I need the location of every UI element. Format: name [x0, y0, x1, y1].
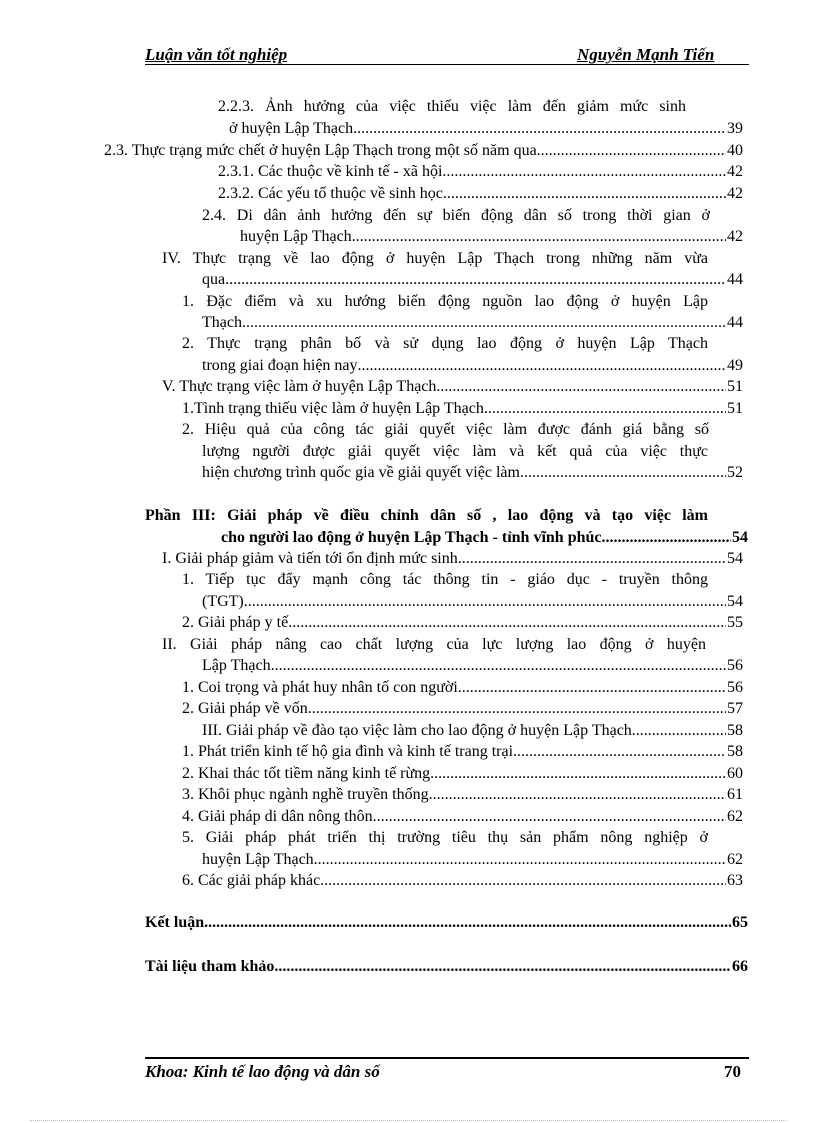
- toc-entry-v-1: [182, 398, 743, 419]
- toc-text: huyện Lập Thạch: [202, 851, 314, 868]
- toc-page: 65: [732, 914, 748, 931]
- toc-page: 54: [727, 550, 743, 567]
- toc-text: Thạch: [202, 314, 242, 331]
- toc-entry-part-iii: Phần III: Giải pháp về điều chỉnh dân số , lao động và tạo việc làm: [145, 507, 708, 524]
- toc-leader: [274, 956, 731, 977]
- toc-entry-v: [162, 376, 743, 397]
- toc-entry-references: [145, 956, 748, 977]
- header-thesis-title: Luận văn tốt nghiệp: [145, 45, 288, 64]
- toc-leader: [314, 849, 726, 870]
- toc-page: 62: [727, 851, 743, 868]
- toc-leader: [352, 226, 726, 247]
- toc-text: 2.3. Thực trạng mức chết ở huyện Lập Thạch trong một số năm qua: [104, 142, 537, 159]
- toc-entry-iii-iii-3: [182, 784, 743, 805]
- toc-text: V. Thực trạng việc làm ở huyện Lập Thạch: [162, 378, 437, 395]
- toc-entry-iii-ii: II. Giải pháp nâng cao chất lượng của lực lượng lao động ở huyện: [162, 636, 706, 653]
- toc-text: III. Giải pháp về đào tạo việc làm cho lao động ở huyện Lập Thạch: [202, 722, 632, 739]
- toc-page: 56: [727, 679, 743, 696]
- toc-entry-iii-i-1: 1. Tiếp tục đẩy mạnh công tác thông tin - giáo dục - truyền thông: [182, 571, 708, 588]
- toc-entry-2-3-2: [218, 183, 743, 204]
- toc-leader: [632, 720, 726, 741]
- toc-entry-v-2-cont1: lượng người được giải quyết việc làm và kết quả của việc thực: [202, 443, 708, 460]
- toc-leader: [229, 269, 726, 290]
- toc-page: 66: [732, 958, 748, 975]
- toc-entry-iv-cont: [202, 269, 743, 290]
- toc-text: 2.3.1. Các thuộc về kinh tế - xã hội: [218, 163, 443, 180]
- toc-page: 55: [727, 614, 743, 631]
- toc-leader: [517, 741, 726, 762]
- toc-entry-iii-i: [162, 548, 743, 569]
- toc-page: 62: [727, 808, 743, 825]
- toc-page: 54: [732, 529, 748, 546]
- toc-leader: [312, 698, 726, 719]
- toc-leader: [358, 355, 726, 376]
- toc-page: 44: [727, 271, 743, 288]
- toc-text: 1. Coi trọng và phát huy nhân tố con người: [182, 679, 458, 696]
- toc-text: 2.3.2. Các yếu tố thuộc về sinh học: [218, 185, 443, 202]
- toc-page: 57: [727, 700, 743, 717]
- toc-leader: [244, 591, 726, 612]
- toc-text: ở huyện Lập Thạch: [229, 120, 354, 137]
- toc-entry-iii-iii-2: [182, 763, 743, 784]
- toc-entry-iii-iii-5-cont: [202, 849, 743, 870]
- toc-page: 63: [727, 872, 743, 889]
- toc-page: 58: [727, 722, 743, 739]
- toc-text: Lập Thạch: [202, 657, 271, 674]
- toc-entry-iii-ii-2: [182, 698, 743, 719]
- toc-page: 51: [727, 378, 743, 395]
- toc-text: Kết luận: [145, 914, 205, 931]
- toc-text: cho người lao động ở huyện Lập Thạch - tỉnh vĩnh phúc: [221, 529, 602, 546]
- toc-text: I. Giải pháp giảm và tiến tới ổn định mức sinh: [162, 550, 458, 567]
- toc-page: 49: [727, 357, 743, 374]
- toc-leader: [353, 118, 726, 139]
- toc-text: (TGT): [202, 593, 244, 610]
- toc-page: 40: [727, 142, 743, 159]
- toc-leader: [443, 183, 726, 204]
- toc-leader: [324, 870, 726, 891]
- toc-text: huyện Lập Thạch: [240, 228, 352, 245]
- toc-leader: [204, 912, 731, 933]
- toc-leader: [242, 312, 726, 333]
- toc-entry-iv-2: 2. Thực trạng phân bố và sử dụng lao động ở huyện Lập Thạch: [182, 335, 708, 352]
- toc-entry-iv-1: 1. Đặc điểm và xu hướng biến động nguồn lao động ở huyện Lập: [182, 293, 708, 310]
- toc-page: 42: [727, 228, 743, 245]
- header-rule: [145, 64, 749, 65]
- footer-rule: [145, 1057, 749, 1059]
- toc-leader: [442, 161, 726, 182]
- toc-leader: [458, 677, 726, 698]
- toc-entry-iii-ii-1: [182, 677, 743, 698]
- toc-text: 3. Khôi phục ngành nghề truyền thống.: [182, 786, 433, 803]
- toc-leader: [537, 140, 726, 161]
- toc-text: 1. Phát triển kinh tế hộ gia đình và kinh tế trang trại.: [182, 743, 518, 760]
- toc-entry-iii-iii-4: [182, 806, 743, 827]
- toc-text: trong giai đoạn hiện nay: [202, 357, 358, 374]
- toc-page: 56: [727, 657, 743, 674]
- toc-page: 58: [727, 743, 743, 760]
- toc-page: 54: [727, 593, 743, 610]
- toc-entry-2-4: 2.4. Di dân ảnh hưởng đến sự biến động dân số trong thời gian ở: [202, 207, 710, 224]
- toc-entry-iii-iii: [202, 720, 743, 741]
- toc-leader: [436, 376, 726, 397]
- toc-entry-2-2-3: 2.2.3. Ảnh hưởng của việc thiếu việc làm đến giảm mức sinh: [218, 98, 686, 115]
- toc-text: Tài liệu tham khảo: [145, 958, 275, 975]
- toc-entry-iv: IV. Thực trạng về lao động ở huyện Lập Thạch trong những năm vừa: [162, 250, 708, 267]
- footer-faculty: Khoa: Kinh tế lao động và dân số: [145, 1062, 380, 1081]
- toc-entry-2-3-1: [218, 161, 743, 182]
- toc-text: 2. Giải pháp về vốn.: [182, 700, 312, 717]
- toc-leader: [434, 763, 726, 784]
- toc-entry-iii-iii-6: [182, 870, 743, 891]
- footer-page-number: 70: [724, 1062, 741, 1081]
- toc-text: qua.: [202, 271, 230, 288]
- toc-leader: [484, 398, 726, 419]
- toc-entry-2-2-3-cont: [229, 118, 743, 139]
- toc-entry-iii-iii-5: 5. Giải pháp phát triển thị trường tiêu thụ sản phẩm nông nghiệp ở: [182, 829, 708, 846]
- toc-entry-part-iii-cont: [221, 527, 748, 548]
- toc-text: 4. Giải pháp di dân nông thôn.: [182, 808, 377, 825]
- toc-leader: [271, 655, 726, 676]
- toc-entry-2-3: [104, 140, 743, 161]
- toc-entry-iii-iii-1: [182, 741, 743, 762]
- toc-entry-iii-i-1-cont: [202, 591, 743, 612]
- toc-leader: [524, 462, 726, 483]
- toc-text: 1.Tình trạng thiếu việc làm ở huyện Lập Thạch: [182, 400, 484, 417]
- toc-entry-v-2: 2. Hiệu quả của công tác giải quyết việc làm được đánh giá bằng số: [182, 421, 709, 438]
- toc-text: 2. Giải pháp y tế: [182, 614, 289, 631]
- toc-page: 60: [727, 765, 743, 782]
- toc-page: 61: [727, 786, 743, 803]
- toc-page: 42: [727, 185, 743, 202]
- page-bottom-border: [30, 1120, 786, 1121]
- toc-leader: [377, 806, 726, 827]
- toc-leader: [602, 527, 732, 548]
- toc-leader: [458, 548, 726, 569]
- toc-entry-iii-i-2: [182, 612, 743, 633]
- toc-page: 44: [727, 314, 743, 331]
- toc-page: 42: [727, 163, 743, 180]
- toc-text: hiện chương trình quốc gia về giải quyết việc làm.: [202, 464, 524, 481]
- toc-entry-conclusion: [145, 912, 748, 933]
- toc-text: 2. Khai thác tốt tiềm năng kinh tế rừng.: [182, 765, 435, 782]
- toc-entry-2-4-cont: [240, 226, 743, 247]
- toc-text: 6. Các giải pháp khác.: [182, 872, 325, 889]
- toc-page: 39: [727, 120, 743, 137]
- toc-entry-iv-1-cont: [202, 312, 743, 333]
- toc-page: 52: [727, 464, 743, 481]
- toc-entry-iii-ii-cont: [202, 655, 743, 676]
- toc-leader: [433, 784, 726, 805]
- header-author: Nguyễn Mạnh Tiến: [577, 45, 715, 64]
- toc-entry-v-2-cont2: [202, 462, 743, 483]
- toc-page: 51: [727, 400, 743, 417]
- toc-leader: [288, 612, 726, 633]
- toc-entry-iv-2-cont: [202, 355, 743, 376]
